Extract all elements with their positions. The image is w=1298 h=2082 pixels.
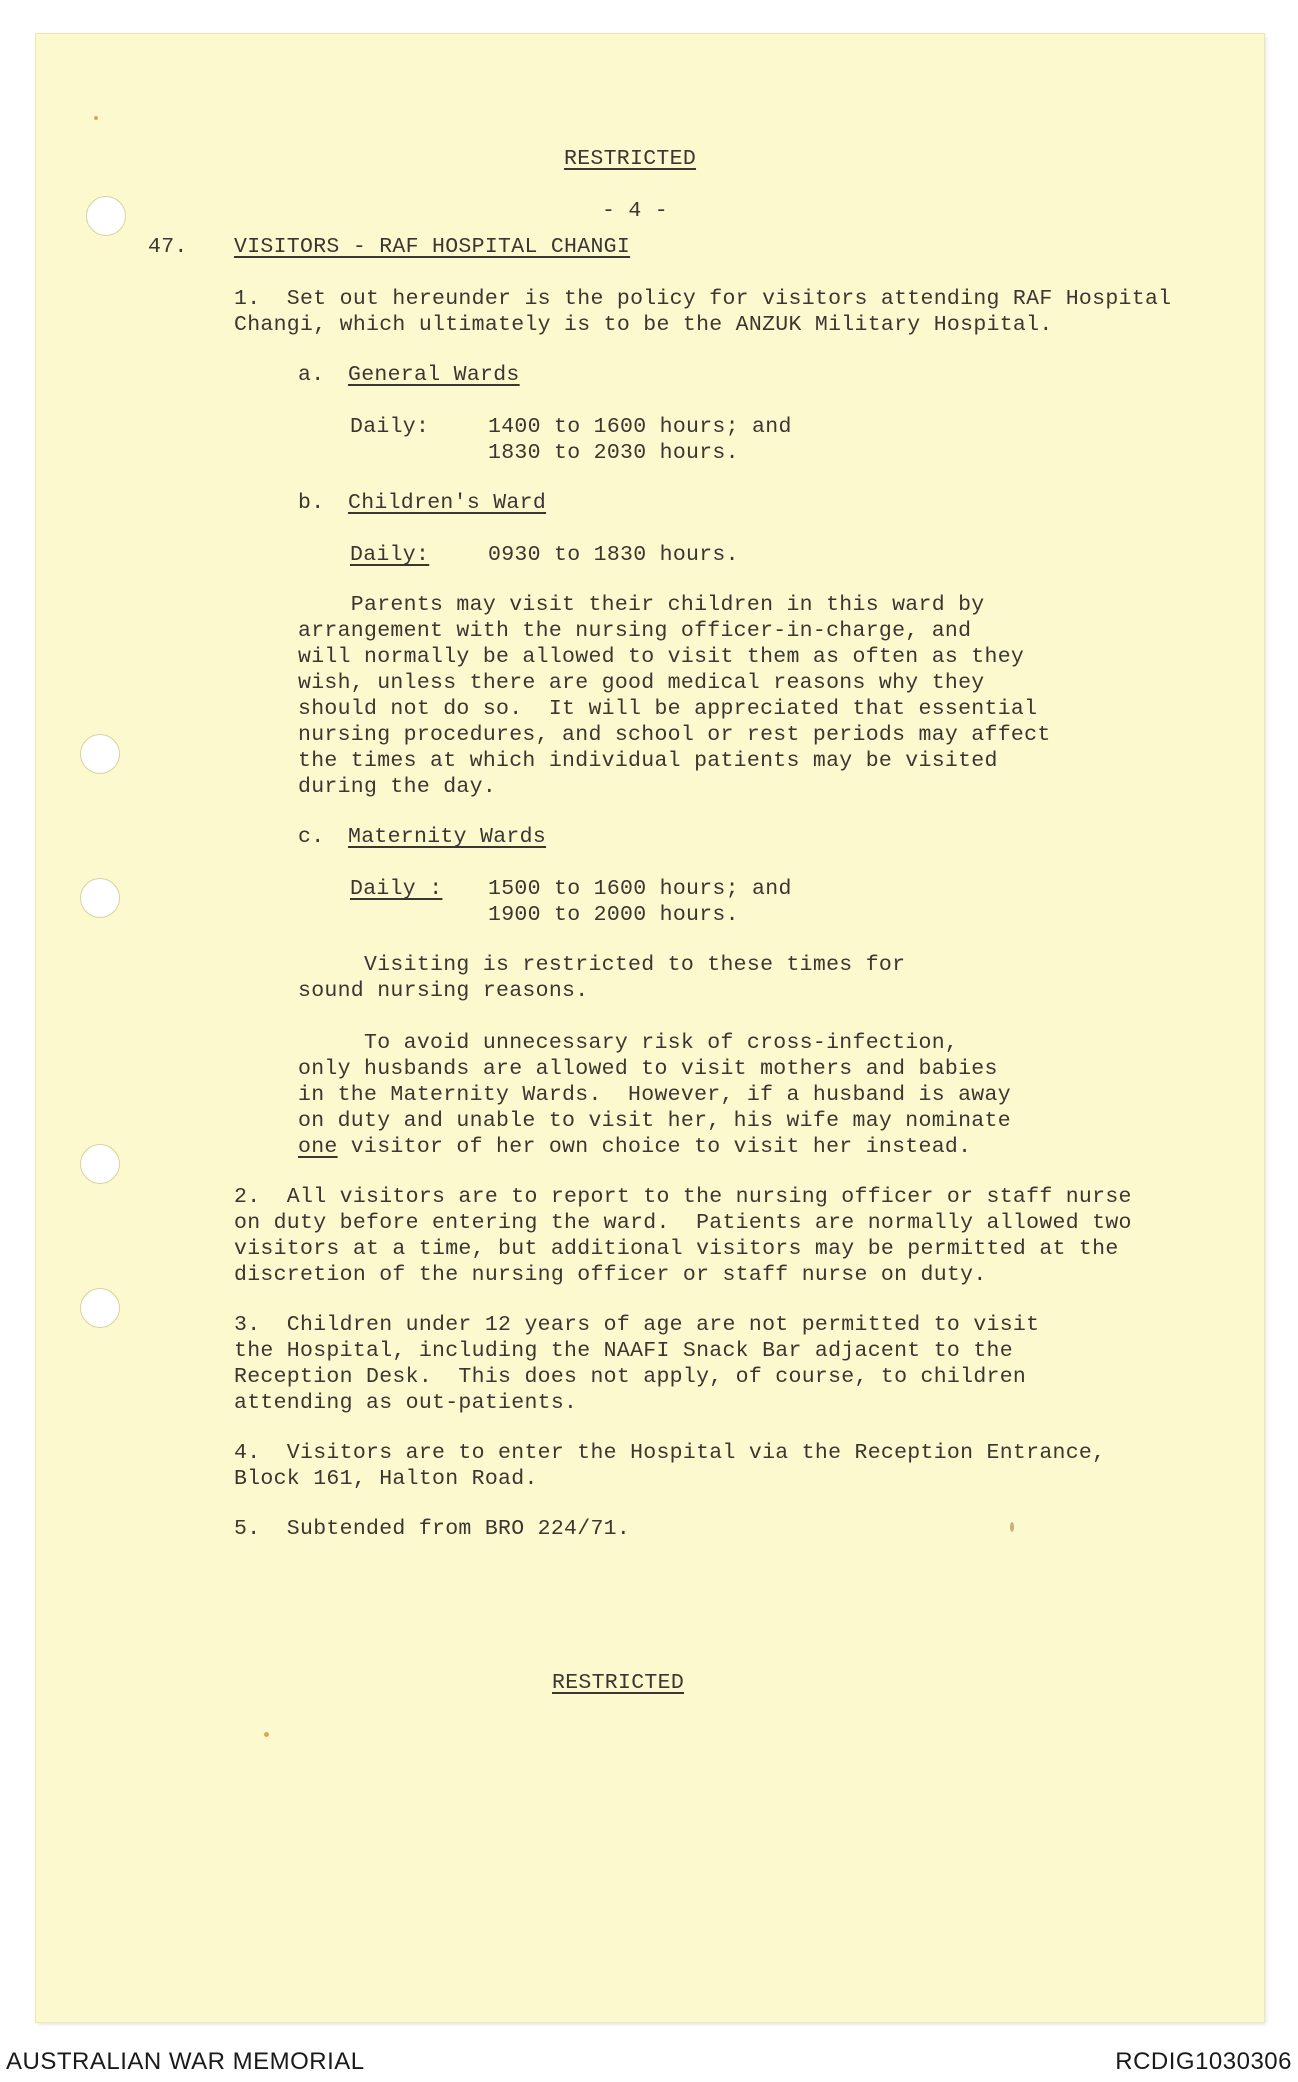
childrens-ward-text: the times at which individual patients may be visited bbox=[298, 749, 998, 773]
maternity-wards-daily-label: Daily : bbox=[350, 877, 443, 901]
page-number: - 4 - bbox=[602, 199, 669, 223]
maternity-wards-time: 1500 to 1600 hours; and bbox=[488, 877, 792, 901]
general-wards-daily-label: Daily: bbox=[350, 415, 430, 439]
maternity-restrict-text: sound nursing reasons. bbox=[298, 979, 589, 1003]
maternity-infection-text: in the Maternity Wards. However, if a husband is away bbox=[298, 1083, 1011, 1107]
para2-line: visitors at a time, but additional visitors may be permitted at the bbox=[234, 1237, 1119, 1261]
childrens-ward-text: Parents may visit their children in this ward by bbox=[298, 593, 985, 617]
general-wards-title: General Wards bbox=[348, 363, 520, 387]
paper-speck bbox=[1010, 1522, 1014, 1532]
maternity-infection-last-line bbox=[298, 1134, 971, 1160]
para2-line: discretion of the nursing officer or staff nurse on duty. bbox=[234, 1263, 987, 1287]
paper-speck bbox=[264, 1732, 269, 1737]
emphasis-one: one bbox=[298, 1135, 338, 1159]
para3-line: Reception Desk. This does not apply, of course, to children bbox=[234, 1365, 1027, 1389]
footer-classification: RESTRICTED bbox=[552, 1671, 685, 1695]
childrens-ward-text: wish, unless there are good medical reasons why they bbox=[298, 671, 985, 695]
childrens-ward-daily-label: Daily: bbox=[350, 543, 430, 567]
maternity-infection-text: visitor of her own choice to visit her instead. bbox=[337, 1135, 972, 1159]
childrens-ward-text: arrangement with the nursing officer-in-charge, and bbox=[298, 619, 972, 643]
para1-line: Changi, which ultimately is to be the ANZUK Military Hospital. bbox=[234, 313, 1053, 337]
maternity-restrict-text: Visiting is restricted to these times for bbox=[298, 953, 906, 977]
punch-hole bbox=[80, 878, 120, 918]
para1-line: 1. Set out hereunder is the policy for visitors attending RAF Hospital bbox=[234, 287, 1172, 311]
para2-line: 2. All visitors are to report to the nursing officer or staff nurse bbox=[234, 1185, 1132, 1209]
paper-speck bbox=[94, 116, 98, 120]
childrens-ward-time: 0930 to 1830 hours. bbox=[488, 543, 739, 567]
childrens-ward-text: during the day. bbox=[298, 775, 497, 799]
punch-hole bbox=[86, 196, 126, 236]
general-wards-time: 1400 to 1600 hours; and bbox=[488, 415, 792, 439]
para5-line: 5. Subtended from BRO 224/71. bbox=[234, 1517, 631, 1541]
section-title: VISITORS - RAF HOSPITAL CHANGI bbox=[234, 235, 631, 259]
maternity-wards-letter: c. bbox=[298, 825, 325, 849]
maternity-infection-text: only husbands are allowed to visit mothers and babies bbox=[298, 1057, 998, 1081]
archive-institution: AUSTRALIAN WAR MEMORIAL bbox=[6, 2048, 365, 2075]
para4-line: 4. Visitors are to enter the Hospital via the Reception Entrance, bbox=[234, 1441, 1106, 1465]
section-number: 47. bbox=[148, 235, 188, 259]
maternity-infection-text: on duty and unable to visit her, his wife may nominate bbox=[298, 1109, 1011, 1133]
childrens-ward-text: nursing procedures, and school or rest periods may affect bbox=[298, 723, 1051, 747]
punch-hole bbox=[80, 734, 120, 774]
para3-line: attending as out-patients. bbox=[234, 1391, 578, 1415]
para2-line: on duty before entering the ward. Patients are normally allowed two bbox=[234, 1211, 1132, 1235]
para3-line: the Hospital, including the NAAFI Snack Bar adjacent to the bbox=[234, 1339, 1013, 1363]
para3-line: 3. Children under 12 years of age are not permitted to visit bbox=[234, 1313, 1040, 1337]
childrens-ward-letter: b. bbox=[298, 491, 325, 515]
maternity-wards-time: 1900 to 2000 hours. bbox=[488, 903, 739, 927]
childrens-ward-text: will normally be allowed to visit them as often as they bbox=[298, 645, 1025, 669]
punch-hole bbox=[80, 1144, 120, 1184]
general-wards-time: 1830 to 2030 hours. bbox=[488, 441, 739, 465]
childrens-ward-title: Children's Ward bbox=[348, 491, 547, 515]
general-wards-letter: a. bbox=[298, 363, 325, 387]
childrens-ward-text: should not do so. It will be appreciated that essential bbox=[298, 697, 1038, 721]
archive-id: RCDIG1030306 bbox=[1115, 2048, 1292, 2075]
punch-hole bbox=[80, 1288, 120, 1328]
para4-line: Block 161, Halton Road. bbox=[234, 1467, 538, 1491]
maternity-infection-text: To avoid unnecessary risk of cross-infection, bbox=[298, 1031, 959, 1055]
maternity-wards-title: Maternity Wards bbox=[348, 825, 547, 849]
header-classification: RESTRICTED bbox=[564, 147, 697, 171]
